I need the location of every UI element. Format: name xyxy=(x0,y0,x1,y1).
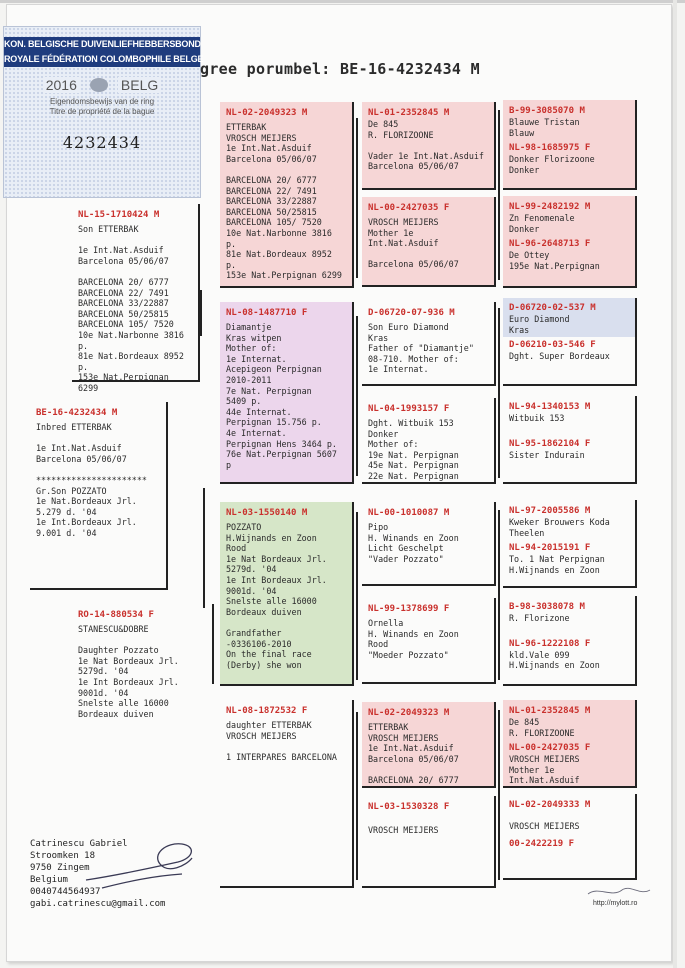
gggp-13-info: De 845 R. FLORIZOONE xyxy=(509,717,575,738)
owner-contact: Catrinescu Gabriel Stroomken 18 9750 Zingem Belgium 0040744564937 gabi.catrinescu@gmail.com xyxy=(30,839,166,909)
ggp-sds-card xyxy=(362,302,496,386)
connector xyxy=(356,712,358,880)
federation-name-fr: ROYALE FÉDÉRATION COLOMBOPHILE BELGE xyxy=(4,52,200,67)
ggp-dds-ring: NL-02-2049323 M xyxy=(368,708,450,718)
gggp-12-ring: NL-96-1222108 F xyxy=(509,638,591,649)
federation-name-nl: KON. BELGISCHE DUIVENLIEFHEBBERSBOND xyxy=(4,37,200,52)
grandsire-maternal-info: POZZATO H.Wijnands en Zoon Rood 1e Nat Bordeaux Jrl. 5279d. '04 1e Int Bordeaux Jrl. 9001d. '04 Snelste alle 16000 Bordeaux duiven Grandfather -0336106-2010 On the final race (Derby) she won xyxy=(226,522,327,670)
ggp-dds-info: ETTERBAK VROSCH MEIJERS 1e Int.Nat.Asduif Barcelona 05/06/07 BARCELONA 20/ 6777 xyxy=(368,722,459,785)
ggp-sdd-info: Dght. Witbuik 153 Donker Mother of: 19e Nat. Perpignan 45e Nat. Perpignan 22e Nat. Perpignan xyxy=(368,418,459,481)
gggp-5-ring: D-06720-02-537 M xyxy=(509,303,596,313)
connector xyxy=(356,316,358,476)
signature-icon xyxy=(82,836,202,892)
gggp-8-info: Sister Indurain xyxy=(509,449,585,460)
gggp-6-block xyxy=(503,337,635,364)
ggp-dds-card xyxy=(362,702,496,788)
ownership-label-fr: Titre de propriété de la bague xyxy=(49,107,155,116)
dam-card xyxy=(72,604,200,754)
connector xyxy=(203,488,205,608)
connector xyxy=(200,290,202,336)
ring-certificate-sticker xyxy=(3,26,204,198)
gggp-14-ring: NL-00-2427035 F xyxy=(509,743,591,754)
gggp-16-ring: 00-2422219 F xyxy=(509,838,575,849)
gggp-1-info: Blauwe Tristan Blauw xyxy=(509,117,580,138)
ggp-sss-card xyxy=(362,102,496,190)
sire-ring: NL-15-1710424 M xyxy=(78,210,160,220)
grandsire-paternal-card xyxy=(220,102,354,288)
gggp-2-info: Donker Florizoone Donker xyxy=(509,154,595,175)
granddam-maternal-card xyxy=(220,700,354,888)
subject-ring: BE-16-4232434 M xyxy=(36,408,118,418)
gggp-pair-1 xyxy=(503,100,637,190)
scan-edge-right xyxy=(673,0,677,968)
grandsire-maternal-card xyxy=(220,502,354,686)
gggp-7-ring: NL-94-1340153 M xyxy=(509,402,591,412)
ggp-dsd-info: Ornella H. Winands en Zoon Rood "Moeder Pozzato" xyxy=(368,618,459,660)
dam-info: STANESCU&DOBRE Daughter Pozzato 1e Nat Bordeaux Jrl. 5279d. '04 1e Int Bordeaux Jrl. 9001d. '04 Snelste alle 16000 Bordeaux duiven xyxy=(78,624,179,719)
ggp-sds-ring: D-06720-07-936 M xyxy=(368,308,455,318)
stamp-logo-icon xyxy=(578,882,658,912)
connector xyxy=(212,604,214,684)
grandsire-paternal-info: ETTERBAK VROSCH MEIJERS 1e Int.Nat.Asduif Barcelona 05/06/07 BARCELONA 20/ 6777 BARCELONA 22/ 7491 BARCELONA 33/22887 BARCELONA 50/25815 BARCELONA 105/ 7520 10e Nat.Narbonne 3816 p. 81e Nat.Bordeaux 8952 p. 153e Nat.Perpignan 6299 xyxy=(226,122,342,281)
sire-card xyxy=(72,204,200,393)
page-title: gree porumbel: BE-16-4232434 M xyxy=(200,60,480,78)
gggp-2-ring: NL-98-1685975 F xyxy=(509,143,591,154)
gggp-pair-6 xyxy=(503,596,637,686)
gggp-3-ring: NL-99-2482192 M xyxy=(509,202,591,212)
connector xyxy=(356,512,358,680)
ring-year: 2016 xyxy=(43,77,80,93)
gggp-14-info: VROSCH MEIJERS Mother 1e Int.Nat.Asduif xyxy=(509,754,580,786)
gggp-4-ring: NL-96-2648713 F xyxy=(509,239,591,250)
gggp-3-info: Zn Fenomenale Donker xyxy=(509,213,575,234)
connector xyxy=(498,510,500,680)
grandsire-paternal-ring: NL-02-2049323 M xyxy=(226,108,308,118)
ggp-dsd-card xyxy=(362,598,496,684)
gggp-10-info: To. 1 Nat Perpignan H.Wijnands en Zoon xyxy=(509,554,605,575)
ggp-ddd-info: VROSCH MEIJERS xyxy=(368,825,439,835)
sire-info: Son ETTERBAK 1e Int.Nat.Asduif Barcelona 05/06/07 BARCELONA 20/ 6777 BARCELONA 22/ 7491 BARCELONA 33/22887 BARCELONA 50/25815 BARCELONA 105/ 7520 10e Nat.Narbonne 3816 p. 81e Nat.Bordeaux 8952 p. 153e Nat.Perpignan 6299 xyxy=(78,224,184,393)
ring-year-row xyxy=(4,77,200,93)
ggp-sds-info: Son Euro Diamond Kras Father of "Diamantje" 08-710. Mother of: 1e Internat. xyxy=(368,322,474,375)
gggp-5-highlight xyxy=(503,298,635,337)
gggp-pair-5 xyxy=(503,500,637,588)
ring-number: 4232434 xyxy=(62,133,142,152)
gggp-1-ring: B-99-3085070 M xyxy=(509,106,585,116)
ggp-ddd-card xyxy=(362,796,496,888)
ownership-label-nl: Eigendomsbewijs van de ring xyxy=(49,97,155,106)
ggp-dss-info: Pipo H. Winands en Zoon Licht Geschelpt "Vader Pozzato" xyxy=(368,522,459,564)
gggp-7-info: Witbuik 153 xyxy=(509,413,565,423)
granddam-paternal-info: Diamantje Kras witpen Mother of: 1e Internat. Acepigeon Perpignan 2010-2011 7e Nat. Perpignan 5409 p. 44e Internat. Perpignan 15.756 p. 4e Internat. Perpignan Hens 3464 p. 76e Nat.Perpignan 5607 p xyxy=(226,322,337,470)
gggp-11-ring: B-98-3038078 M xyxy=(509,602,585,612)
gggp-pair-3 xyxy=(503,298,637,386)
gggp-15-ring: NL-02-2049333 M xyxy=(509,800,591,810)
granddam-paternal-ring: NL-08-1487710 F xyxy=(226,308,308,318)
gggp-pair-2 xyxy=(503,196,637,288)
ggp-sss-ring: NL-01-2352845 M xyxy=(368,108,450,118)
ring-country: BELG xyxy=(118,77,161,93)
gggp-pair-7 xyxy=(503,700,637,788)
gggp-4-info: De Ottey 195e Nat.Perpignan xyxy=(509,250,600,271)
gggp-pair-4 xyxy=(503,396,637,484)
stamp-url: http://mylott.ro xyxy=(593,900,638,907)
gggp-5-info: Euro Diamond Kras xyxy=(509,314,570,335)
ggp-ssd-ring: NL-00-2427035 F xyxy=(368,203,450,213)
gggp-9-ring: NL-97-2005586 M xyxy=(509,506,591,516)
gggp-10-ring: NL-94-2015191 F xyxy=(509,543,591,554)
granddam-maternal-info: daughter ETTERBAK VROSCH MEIJERS 1 INTERPARES BARCELONA xyxy=(226,720,337,762)
ggp-dss-card xyxy=(362,502,496,586)
gggp-8-ring: NL-95-1862104 F xyxy=(509,438,591,449)
grandsire-maternal-ring: NL-03-1550140 M xyxy=(226,508,308,518)
ggp-ssd-info: VROSCH MEIJERS Mother 1e Int.Nat.Asduif Barcelona 05/06/07 xyxy=(368,217,459,270)
gggp-13-ring: NL-01-2352845 M xyxy=(509,706,591,716)
connector xyxy=(498,110,500,280)
ggp-sss-info: De 845 R. FLORIZOONE Vader 1e Int.Nat.Asduif Barcelona 05/06/07 xyxy=(368,119,484,172)
scan-edge-top xyxy=(0,0,685,3)
subject-info: Inbred ETTERBAK 1e Int.Nat.Asduif Barcelona 05/06/07 ********************** Gr.Son POZZATO 1e Nat.Bordeaux Jrl. 5.279 d. '04 1e Int.Bordeaux Jrl. 9.001 d. '04 xyxy=(36,422,147,538)
ggp-ddd-ring: NL-03-1530328 F xyxy=(368,802,450,812)
gggp-6-ring: D-06210-03-546 F xyxy=(509,340,596,351)
ggp-sdd-card xyxy=(362,398,496,484)
gggp-6-info: Dght. Super Bordeaux xyxy=(509,351,610,362)
granddam-maternal-ring: NL-08-1872532 F xyxy=(226,706,308,716)
connector xyxy=(498,308,500,478)
connector xyxy=(498,710,500,880)
gggp-9-info: Kweker Brouwers Koda Theelen xyxy=(509,517,610,538)
gggp-12-info: kld.Vale 099 H.Wijnands en Zoon xyxy=(509,649,600,671)
ggp-ssd-card xyxy=(362,197,496,287)
ggp-dsd-ring: NL-99-1378699 F xyxy=(368,604,450,614)
ggp-dss-ring: NL-00-1010087 M xyxy=(368,508,450,518)
ggp-sdd-ring: NL-04-1993157 F xyxy=(368,404,450,414)
granddam-paternal-card xyxy=(220,302,354,484)
gggp-11-info: R. Florizone xyxy=(509,613,570,623)
dam-ring: RO-14-880534 F xyxy=(78,610,154,620)
subject-card xyxy=(30,402,168,590)
connector xyxy=(356,118,358,278)
gggp-15-info: VROSCH MEIJERS xyxy=(509,821,580,831)
federation-seal-icon xyxy=(90,78,108,92)
gggp-pair-8 xyxy=(503,794,637,880)
